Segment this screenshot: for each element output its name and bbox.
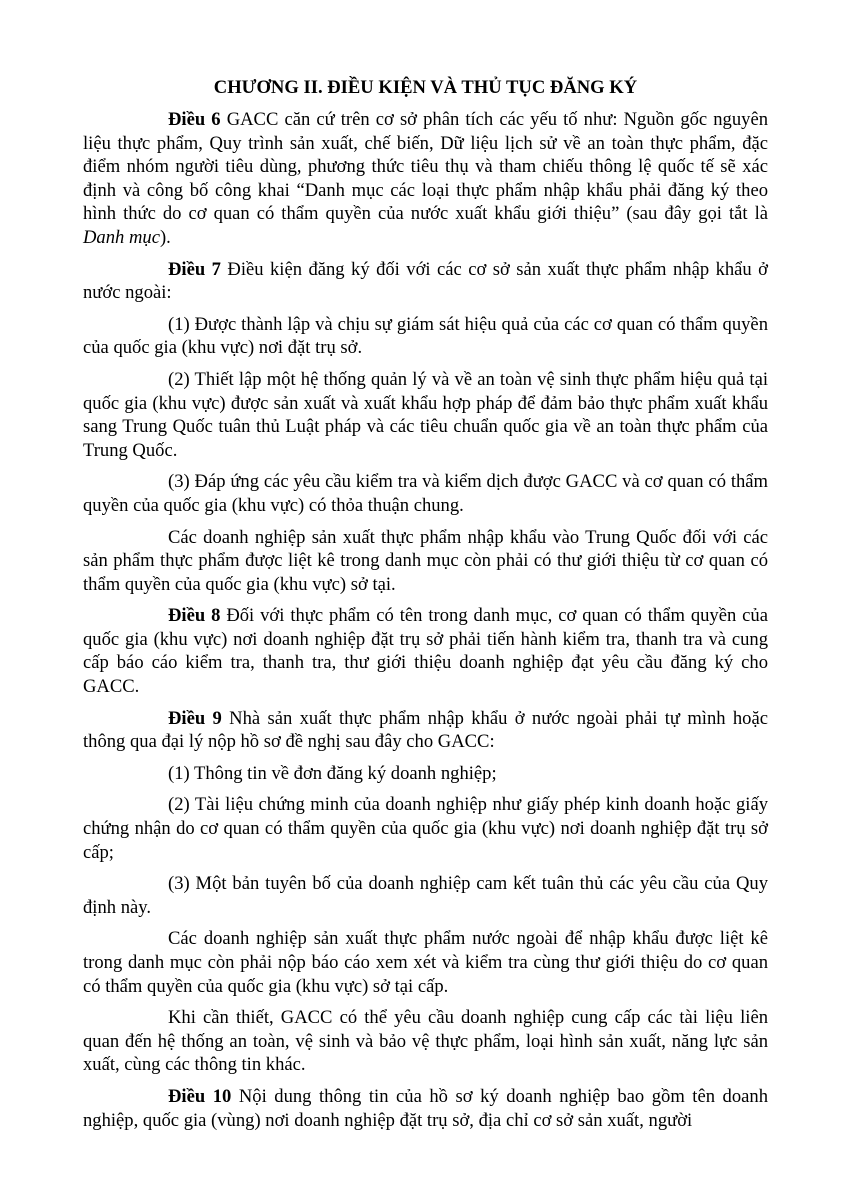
article-9-label: Điều 9 xyxy=(168,707,222,729)
article-9-item-3: (3) Một bản tuyên bố của doanh nghiệp cam kết tuân thủ các yêu cầu của Quy định này. xyxy=(83,873,768,918)
article-8 xyxy=(83,604,768,698)
article-7-note: Các doanh nghiệp sản xuất thực phẩm nhập khẩu vào Trung Quốc đối với các sản phẩm thực phẩm được liệt kê trong danh mục còn phải có thư giới thiệu từ cơ quan có thẩm quyền của quốc gia (khu vực) sở tại. xyxy=(83,526,768,595)
chapter-title: CHƯƠNG II. ĐIỀU KIỆN VÀ THỦ TỤC ĐĂNG KÝ xyxy=(213,77,638,98)
article-9-note-1: Các doanh nghiệp sản xuất thực phẩm nước ngoài để nhập khẩu được liệt kê trong danh mục còn phải nộp báo cáo xem xét và kiểm tra cùng thư giới thiệu do cơ quan có thẩm quyền của quốc gia (khu vực) sở tại cấp. xyxy=(83,928,768,997)
article-7-item-3: (3) Đáp ứng các yêu cầu kiểm tra và kiểm dịch được GACC và cơ quan có thẩm quyền của quốc gia (khu vực) có thỏa thuận chung. xyxy=(83,471,768,516)
article-7 xyxy=(83,258,768,305)
article-9-item-1: (1) Thông tin về đơn đăng ký doanh nghiệp; xyxy=(168,762,497,784)
article-7-item-2: (2) Thiết lập một hệ thống quản lý và về an toàn vệ sinh thực phẩm hiệu quả tại quốc gia (khu vực) được sản xuất và xuất khẩu hợp pháp để đảm bảo thực phẩm xuất khẩu sang Trung Quốc tuân thủ Luật pháp và các tiêu chuẩn quốc gia về an toàn thực phẩm của Trung Quốc. xyxy=(83,368,768,461)
article-9-text: Nhà sản xuất thực phẩm nhập khẩu ở nước ngoài phải tự mình hoặc thông qua đại lý nộp hồ sơ đề nghị sau đây cho GACC: xyxy=(83,707,768,753)
article-10-text: Nội dung thông tin của hồ sơ ký doanh nghiệp bao gồm tên doanh nghiệp, quốc gia (vùng) nơi doanh nghiệp đặt trụ sở, địa chỉ cơ sở sản xuất, người xyxy=(83,1085,768,1131)
article-8-text: Đối với thực phẩm có tên trong danh mục, cơ quan có thẩm quyền của quốc gia (khu vực) nơi doanh nghiệp đặt trụ sở phải tiến hành kiểm tra, thanh tra và cung cấp báo cáo kiểm tra, thanh tra, thư giới thiệu doanh nghiệp đạt yêu cầu đăng ký cho GACC. xyxy=(83,605,768,698)
article-7-label: Điều 7 xyxy=(168,258,221,280)
article-8-label: Điều 8 xyxy=(168,605,221,627)
article-9-note-2: Khi cần thiết, GACC có thể yêu cầu doanh nghiệp cung cấp các tài liệu liên quan đến hệ thống an toàn, vệ sinh và bảo vệ thực phẩm, loại hình sản xuất, năng lực sản xuất, cùng các thông tin khác. xyxy=(83,1007,768,1076)
article-6-text: GACC căn cứ trên cơ sở phân tích các yếu tố như: Nguồn gốc nguyên liệu thực phẩm, Quy trình sản xuất, chế biến, Dữ liệu lịch sử về an toàn thực phẩm, đặc điểm nhóm người tiêu dùng, phương thức tiêu thụ và tham chiếu thông lệ quốc tế sẽ xác định và công bố công khai “Danh mục các loại thực phẩm nhập khẩu phải đăng ký theo hình thức do cơ quan có thẩm quyền của nước xuất khẩu giới thiệu” (sau đây gọi tắt là xyxy=(83,109,768,225)
article-7-item-1: (1) Được thành lập và chịu sự giám sát hiệu quả của các cơ quan có thẩm quyền của quốc gia (khu vực) nơi đặt trụ sở. xyxy=(83,313,768,359)
article-10-label: Điều 10 xyxy=(168,1085,232,1107)
article-6-italic: Danh mục xyxy=(83,226,160,248)
article-10 xyxy=(83,1085,768,1132)
article-7-text: Điều kiện đăng ký đối với các cơ sở sản xuất thực phẩm nhập khẩu ở nước ngoài: xyxy=(83,258,768,304)
article-9-item-2: (2) Tài liệu chứng minh của doanh nghiệp như giấy phép kinh doanh hoặc giấy chứng nhận do cơ quan có thẩm quyền của quốc gia (khu vực) nơi doanh nghiệp đặt trụ sở cấp; xyxy=(83,794,768,863)
article-6 xyxy=(83,108,768,250)
article-9 xyxy=(83,707,768,754)
article-6-label: Điều 6 xyxy=(168,109,221,130)
article-6-end: ). xyxy=(159,226,171,248)
